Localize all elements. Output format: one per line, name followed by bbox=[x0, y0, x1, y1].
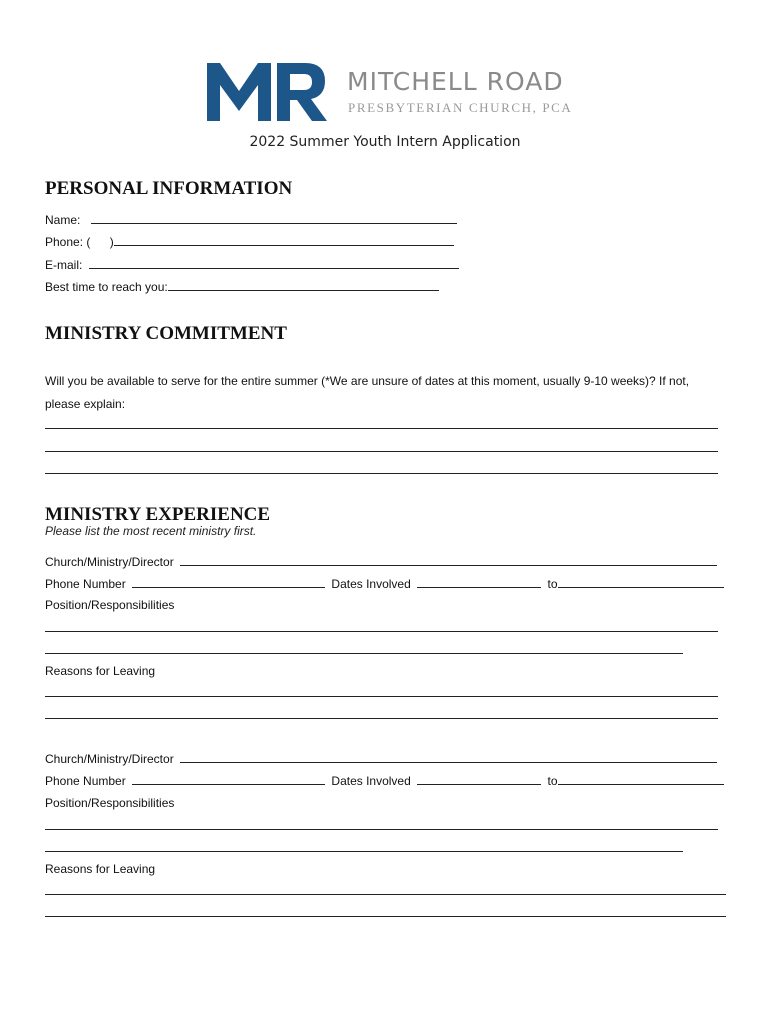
logo-organization-name: MITCHELL ROAD bbox=[347, 67, 564, 96]
church-ministry-field[interactable] bbox=[180, 554, 717, 566]
dates-involved-label: Dates Involved bbox=[331, 577, 411, 591]
form-title: 2022 Summer Youth Intern Application bbox=[249, 134, 521, 150]
reasons-answer-line[interactable] bbox=[45, 696, 718, 697]
church-ministry-label: Church/Ministry/Director bbox=[45, 752, 174, 766]
ministry-experience-heading: MINISTRY EXPERIENCE bbox=[45, 504, 271, 525]
phone-dates-row bbox=[45, 773, 724, 788]
to-label: to bbox=[547, 774, 558, 788]
phone-number-label: Phone Number bbox=[45, 774, 126, 788]
position-label: Position/Responsibilities bbox=[45, 598, 175, 612]
email-label: E-mail: bbox=[45, 258, 83, 272]
date-to-field[interactable] bbox=[558, 576, 724, 588]
ministry-commitment-heading: MINISTRY COMMITMENT bbox=[45, 323, 287, 344]
church-ministry-label: Church/Ministry/Director bbox=[45, 555, 174, 569]
to-label: to bbox=[547, 577, 558, 591]
commitment-question-line-1: Will you be available to serve for the entire summer (*We are unsure of dates at this moment, usually 9-10 weeks)? If not, bbox=[45, 374, 690, 388]
date-to-field[interactable] bbox=[558, 773, 724, 785]
best-time-row bbox=[45, 279, 439, 294]
personal-information-heading: PERSONAL INFORMATION bbox=[45, 178, 293, 199]
church-ministry-row bbox=[45, 554, 717, 569]
phone-number-label: Phone Number bbox=[45, 577, 126, 591]
ministry-experience-note: Please list the most recent ministry first. bbox=[45, 524, 257, 538]
email-row bbox=[45, 257, 459, 272]
church-ministry-field[interactable] bbox=[180, 751, 717, 763]
position-answer-line[interactable] bbox=[45, 653, 683, 654]
explain-answer-line[interactable] bbox=[45, 473, 718, 474]
reasons-label: Reasons for Leaving bbox=[45, 862, 156, 876]
phone-field[interactable] bbox=[114, 234, 454, 246]
reasons-answer-line[interactable] bbox=[45, 718, 718, 719]
phone-label: Phone: ( bbox=[45, 235, 91, 249]
phone-paren: ) bbox=[109, 235, 114, 249]
church-logo bbox=[207, 63, 573, 125]
position-answer-line[interactable] bbox=[45, 851, 683, 852]
explain-answer-line[interactable] bbox=[45, 451, 718, 452]
position-answer-line[interactable] bbox=[45, 829, 718, 830]
date-from-field[interactable] bbox=[417, 773, 541, 785]
church-ministry-row bbox=[45, 751, 717, 766]
phone-row bbox=[45, 234, 454, 249]
name-row bbox=[45, 212, 457, 227]
best-time-field[interactable] bbox=[168, 279, 439, 291]
reasons-label: Reasons for Leaving bbox=[45, 664, 156, 678]
logo-subtitle: PRESBYTERIAN CHURCH, PCA bbox=[348, 100, 573, 115]
dates-involved-label: Dates Involved bbox=[331, 774, 411, 788]
mr-monogram-icon bbox=[207, 63, 332, 125]
best-time-label: Best time to reach you: bbox=[45, 280, 168, 294]
date-from-field[interactable] bbox=[417, 576, 541, 588]
email-field[interactable] bbox=[89, 257, 459, 269]
reasons-answer-line[interactable] bbox=[45, 894, 726, 895]
position-answer-line[interactable] bbox=[45, 631, 718, 632]
reasons-answer-line[interactable] bbox=[45, 916, 726, 917]
phone-dates-row bbox=[45, 576, 724, 591]
commitment-question-line-2: please explain: bbox=[45, 397, 126, 411]
phone-number-field[interactable] bbox=[132, 773, 325, 785]
name-label: Name: bbox=[45, 213, 81, 227]
phone-number-field[interactable] bbox=[132, 576, 325, 588]
explain-answer-line[interactable] bbox=[45, 428, 718, 429]
position-label: Position/Responsibilities bbox=[45, 796, 175, 810]
name-field[interactable] bbox=[91, 212, 457, 224]
